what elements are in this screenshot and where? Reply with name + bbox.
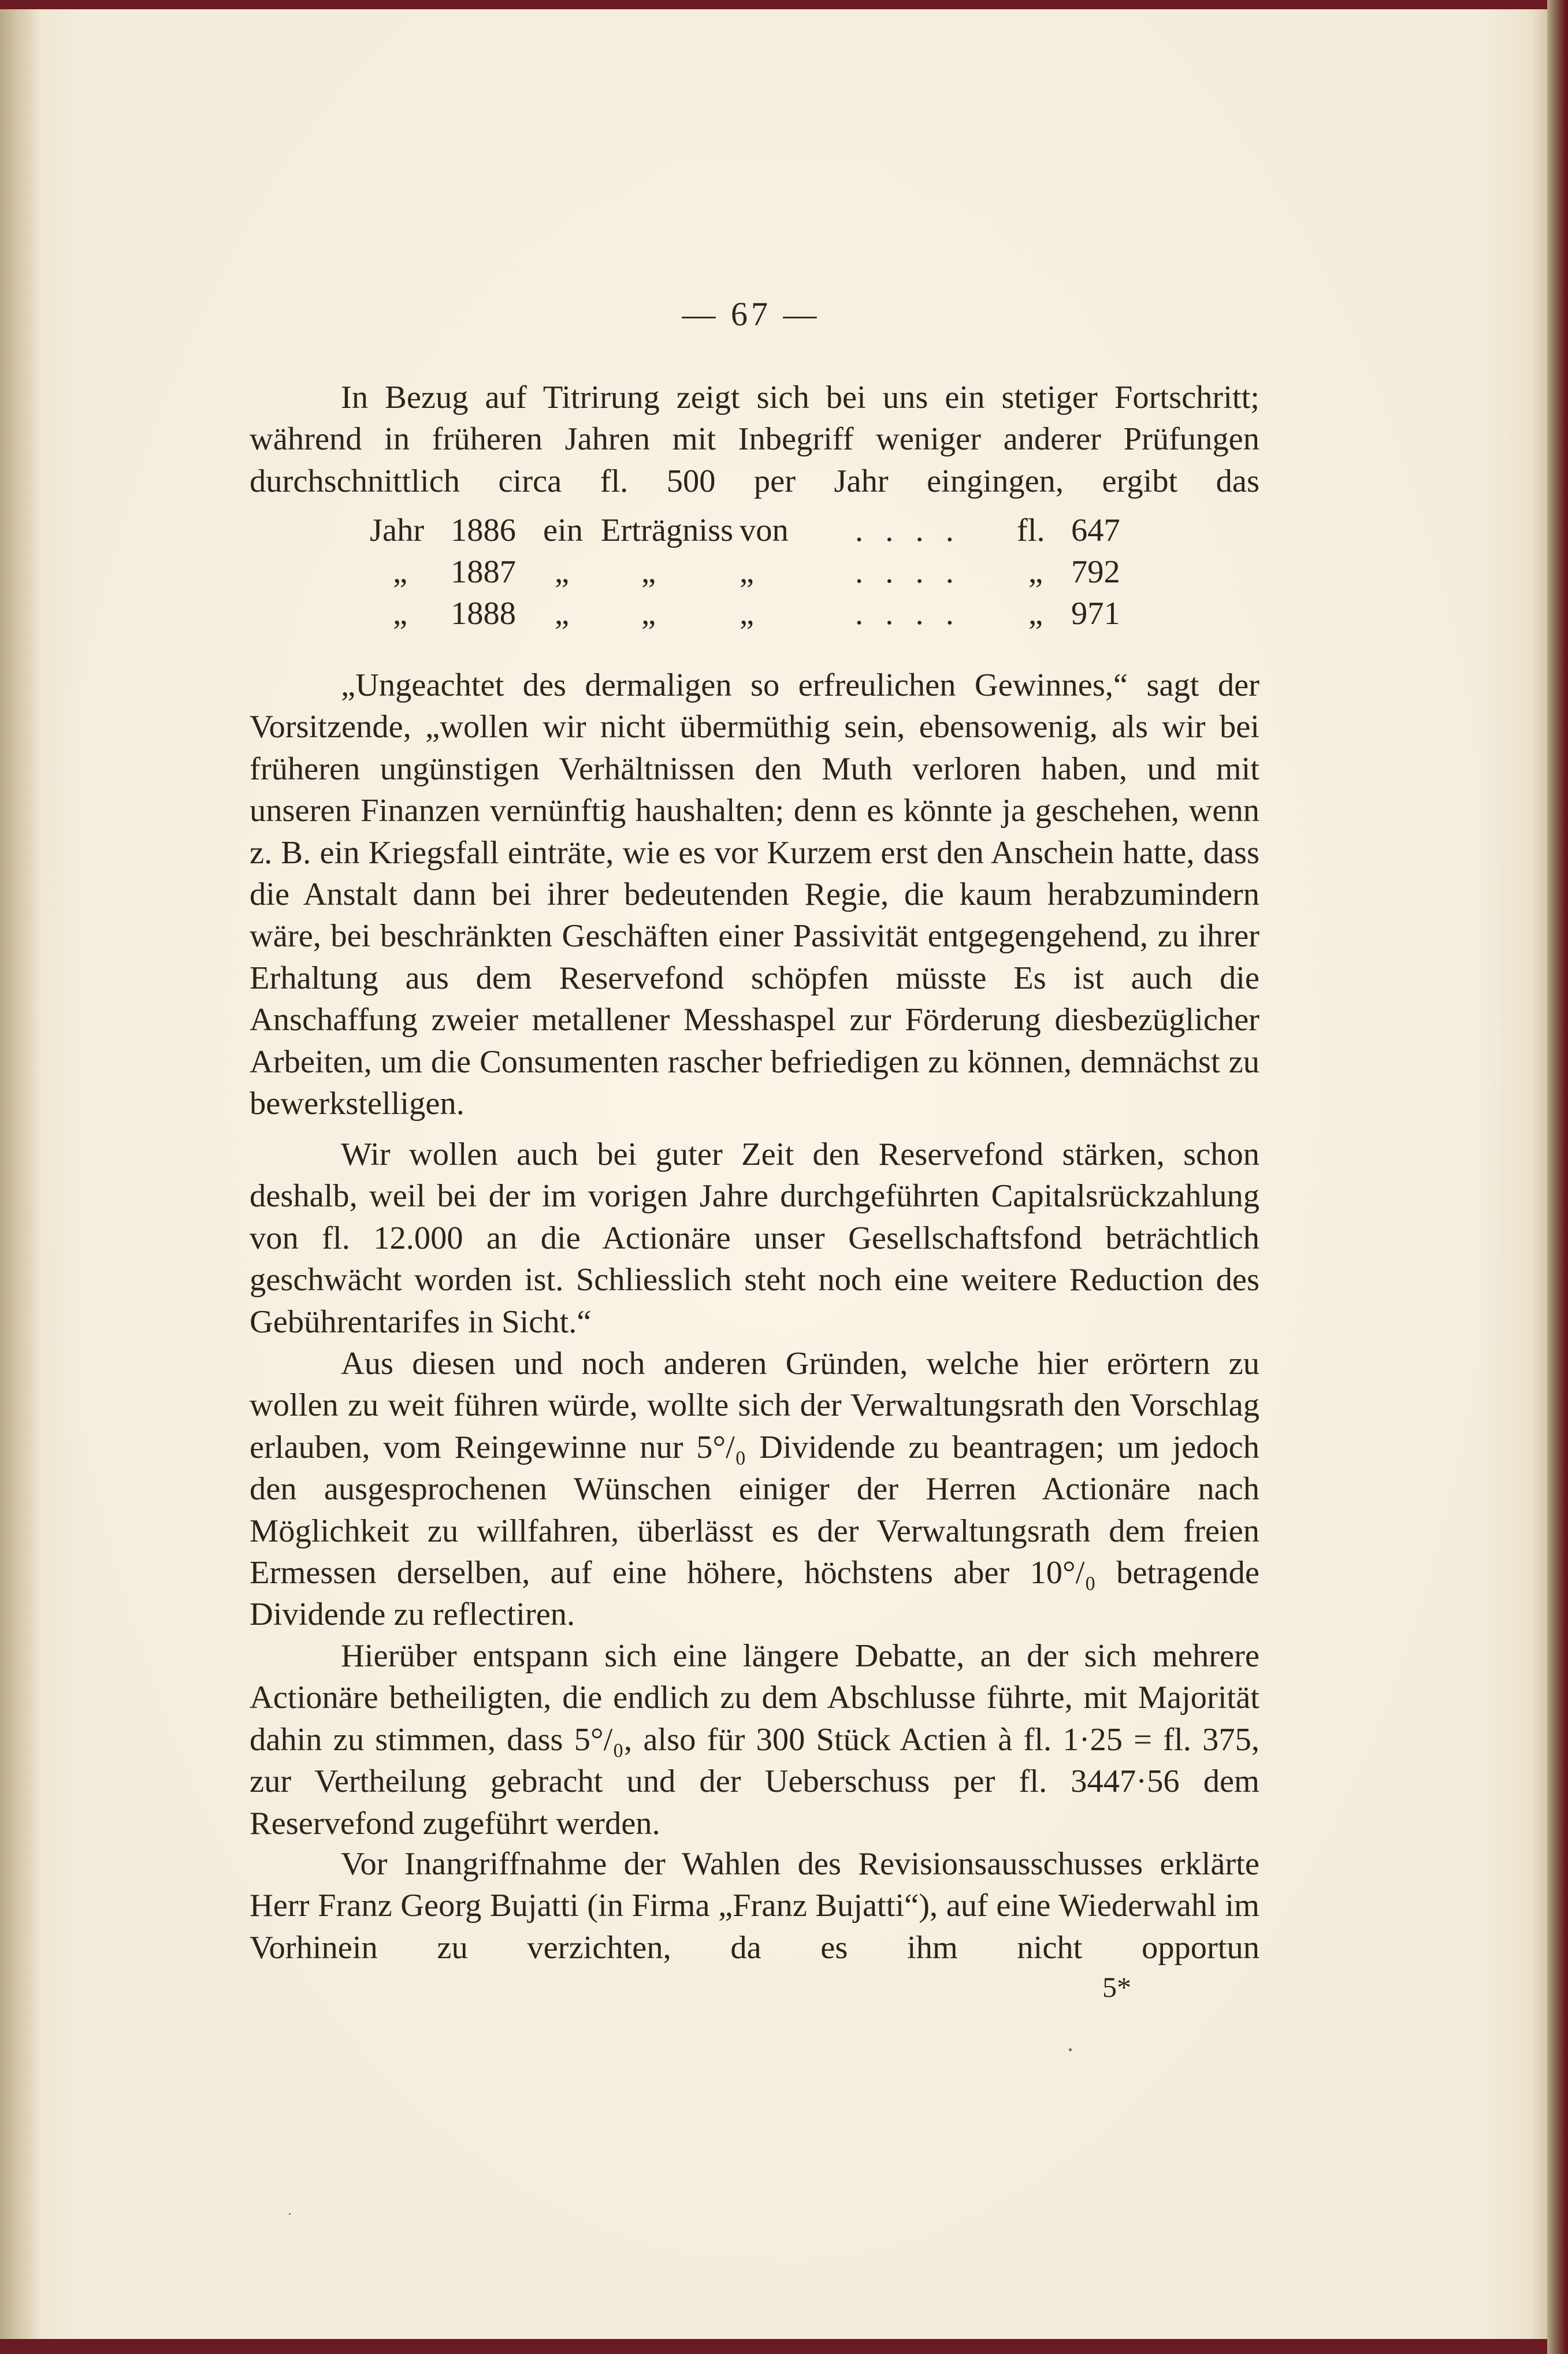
row-label: Jahr xyxy=(370,513,425,548)
paragraph-chairman-quote: „Ungeachtet des dermaligen so erfreulichen Gewinnes,“ sagt der Vorsitzende, „wollen wir nicht übermüthig sein, ebensowenig, als wir bei früheren ungünstigen Verhältnissen den Muth verloren haben, und mit unseren Finanzen vernünftig haushalten; denn es könnte ja geschehen, wenn z. B. ein Kriegsfall einträte, wie es vor Kurzem erst den Anschein hatte, dass die Anstalt dann bei ihrer bedeutenden Regie, die kaum herabzumindern wäre, bei beschränkten Geschäften einer Passivität entgegengehend, zu ihrer Erhaltung aus dem Reservefond schöpfen müsste Es ist auch die Anschaffung zweier metallener Messhaspel zur Förderung diesbezüglicher Arbeiten, um die Consumenten rascher befriedigen zu können, demnächst zu bewerkstelligen. xyxy=(250,667,1259,1122)
row-dots: . . . . xyxy=(855,513,961,548)
earnings-row-1887 xyxy=(370,554,1127,595)
page-number: — 67 — xyxy=(682,295,820,333)
row-label: „ xyxy=(393,596,408,632)
row-label: „ xyxy=(393,554,408,590)
signature-mark: 5* xyxy=(1102,1971,1131,2003)
row-word1: ein xyxy=(543,513,584,548)
paragraph-reserve-fund: Wir wollen auch bei guter Zeit den Reservefond stärken, schon deshalb, weil bei der im vorigen Jahre durchgeführten Capitalsrückzahlung von fl. 12.000 an die Actionäre unser Gesellschaftsfond beträchtlich geschwächt worden ist. Schliesslich steht noch eine weitere Reduction des Gebührentarifes in Sicht.“ xyxy=(250,1137,1259,1340)
row-unit: „ xyxy=(1028,596,1043,632)
paragraph-titration: In Bezug auf Titrirung zeigt sich bei uns ein stetiger Fortschritt; während in früheren Jahren mit Inbegriff weniger anderer Prüfungen durchschnittlich circa fl. 500 per Jahr eingingen, ergibt das xyxy=(250,380,1259,499)
paper-speck xyxy=(1069,2048,1072,2051)
row-amount: 792 xyxy=(1071,554,1120,590)
row-word1: „ xyxy=(555,596,570,632)
paragraph-dividend-proposal: Aus diesen und noch anderen Gründen, welche hier erörtern zu wollen zu weit führen würde, wollte sich der Verwaltungsrath den Vorschlag erlauben, vom Reingewinne nur 5°/₀ Dividende zu beantragen; um jedoch den ausgesprochenen Wünschen einiger der Herren Actionäre nach Möglichkeit zu willfahren, überlässt es der Verwaltungsrath dem freien Ermessen derselben, auf eine höhere, höchstens aber 10°/₀ betragende Dividende zu reflectiren. xyxy=(250,1346,1259,1633)
row-word3: „ xyxy=(740,554,755,590)
row-year: 1887 xyxy=(451,554,516,590)
row-amount: 647 xyxy=(1071,513,1120,548)
row-word2: Erträgniss xyxy=(601,513,734,548)
page-binding-shadow xyxy=(0,9,40,2339)
paragraph-election: Vor Inangriffnahme der Wahlen des Revisionsausschusses erklärte Herr Franz Georg Bujatti (in Firma „Franz Bujatti“), auf eine Wiederwahl im Vorhinein zu verzichten, da es ihm nicht opportun xyxy=(250,1846,1259,1966)
row-unit: fl. xyxy=(1017,513,1045,548)
page-edge xyxy=(1547,0,1568,2354)
row-word1: „ xyxy=(555,554,570,590)
paragraph-debate: Hierüber entspann sich eine längere Debatte, an der sich mehrere Actionäre betheiligten, die endlich zu dem Abschlusse führte, mit Majorität dahin zu stimmen, dass 5°/₀, also für 300 Stück Actien à fl. 1·25 = fl. 375, zur Vertheilung gebracht und der Ueberschuss per fl. 3447·56 dem Reservefond zugeführt werden. xyxy=(250,1638,1259,1841)
row-year: 1886 xyxy=(451,513,516,548)
earnings-row-1886 xyxy=(370,512,1127,554)
earnings-row-1888 xyxy=(370,595,1127,637)
paper-speck xyxy=(289,2213,291,2215)
row-unit: „ xyxy=(1028,554,1043,590)
row-word2: „ xyxy=(641,554,656,590)
row-dots: . . . . xyxy=(855,554,961,590)
row-word3: „ xyxy=(740,596,755,632)
row-dots: . . . . xyxy=(855,596,961,632)
row-year: 1888 xyxy=(451,596,516,632)
row-word3: von xyxy=(740,513,789,548)
row-word2: „ xyxy=(641,596,656,632)
row-amount: 971 xyxy=(1071,596,1120,632)
